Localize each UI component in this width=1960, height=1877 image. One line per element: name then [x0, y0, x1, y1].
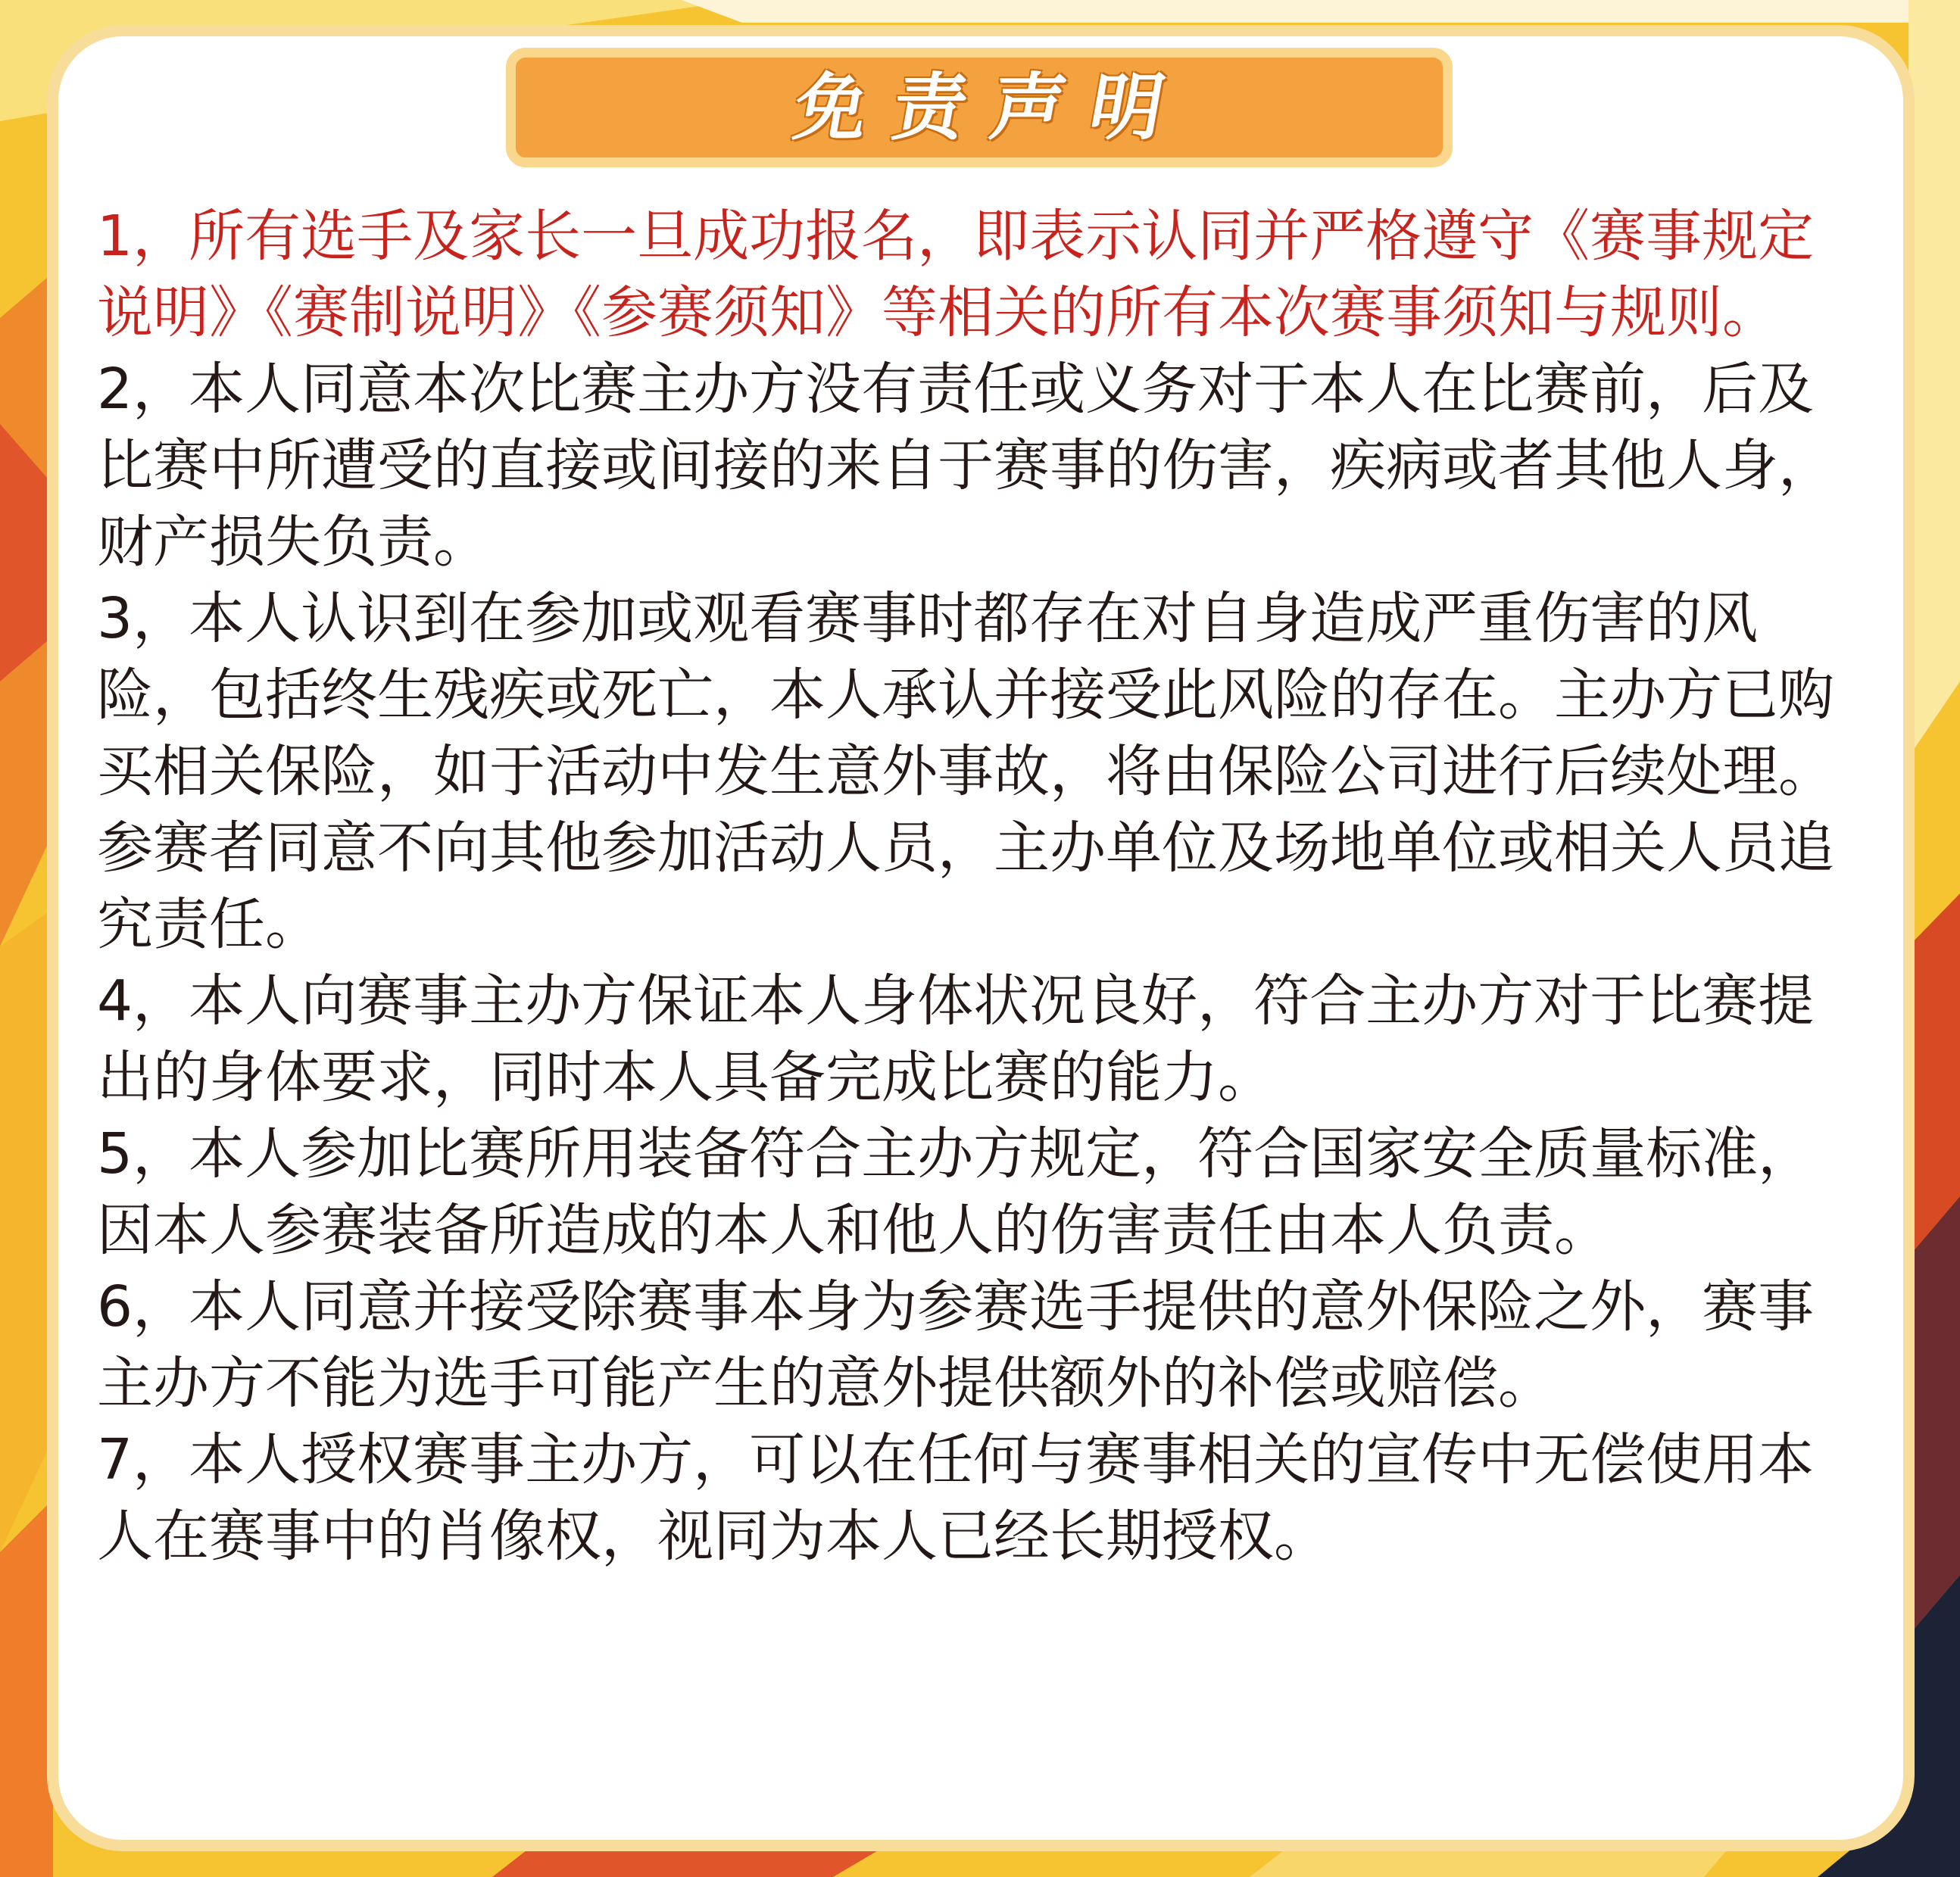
clause-3: 3，本人认识到在参加或观看赛事时都存在对自身造成严重伤害的风险，包括终生残疾或死亡，本人承认并接受此风险的存在。主办方已购买相关保险，如于活动中发生意外事故，将由保险公司进行后续处理。参赛者同意不向其他参加活动人员，主办单位及场地单位或相关人员追究责任。	[97, 586, 1834, 957]
clause-1: 1，所有选手及家长一旦成功报名，即表示认同并严格遵守《赛事规定说明》《赛制说明》《参赛须知》等相关的所有本次赛事须知与规则。	[97, 204, 1815, 345]
bg-shape-yellow-left-low	[0, 909, 53, 1552]
clause-2: 2，本人同意本次比赛主办方没有责任或义务对于本人在比赛前，后及比赛中所遭受的直接或间接的来自于赛事的伤害，疾病或者其他人身，财产损失负责。	[97, 357, 1834, 575]
clause-4: 4，本人向赛事主办方保证本人身体状况良好，符合主办方对于比赛提出的身体要求，同时本人具备完成比赛的能力。	[97, 968, 1815, 1110]
bg-shape-maroon-right	[1909, 1196, 1960, 1635]
bg-shape-orange-left-bottom	[0, 1499, 53, 1877]
bg-shape-red-right	[1909, 893, 1960, 1257]
clause-7: 7，本人授权赛事主办方，可以在任何与赛事相关的宣传中无偿使用本人在赛事中的肖像权，视同为本人已经长期授权。	[97, 1427, 1815, 1569]
bg-shape-light-right-top	[1909, 0, 1960, 757]
clause-5: 5，本人参加比赛所用装备符合主办方规定，符合国家安全质量标准，因本人参赛装备所造成的本人和他人的伤害责任由本人负责。	[97, 1121, 1815, 1263]
bg-shape-white-top-right	[682, 0, 1960, 23]
title-banner	[506, 48, 1453, 167]
disclaimer-content	[97, 198, 1869, 1575]
page-title: 免责声明	[788, 64, 1197, 150]
clause-6: 6，本人同意并接受除赛事本身为参赛选手提供的意外保险之外，赛事主办方不能为选手可能产生的意外提供额外的补偿或赔偿。	[97, 1274, 1815, 1416]
